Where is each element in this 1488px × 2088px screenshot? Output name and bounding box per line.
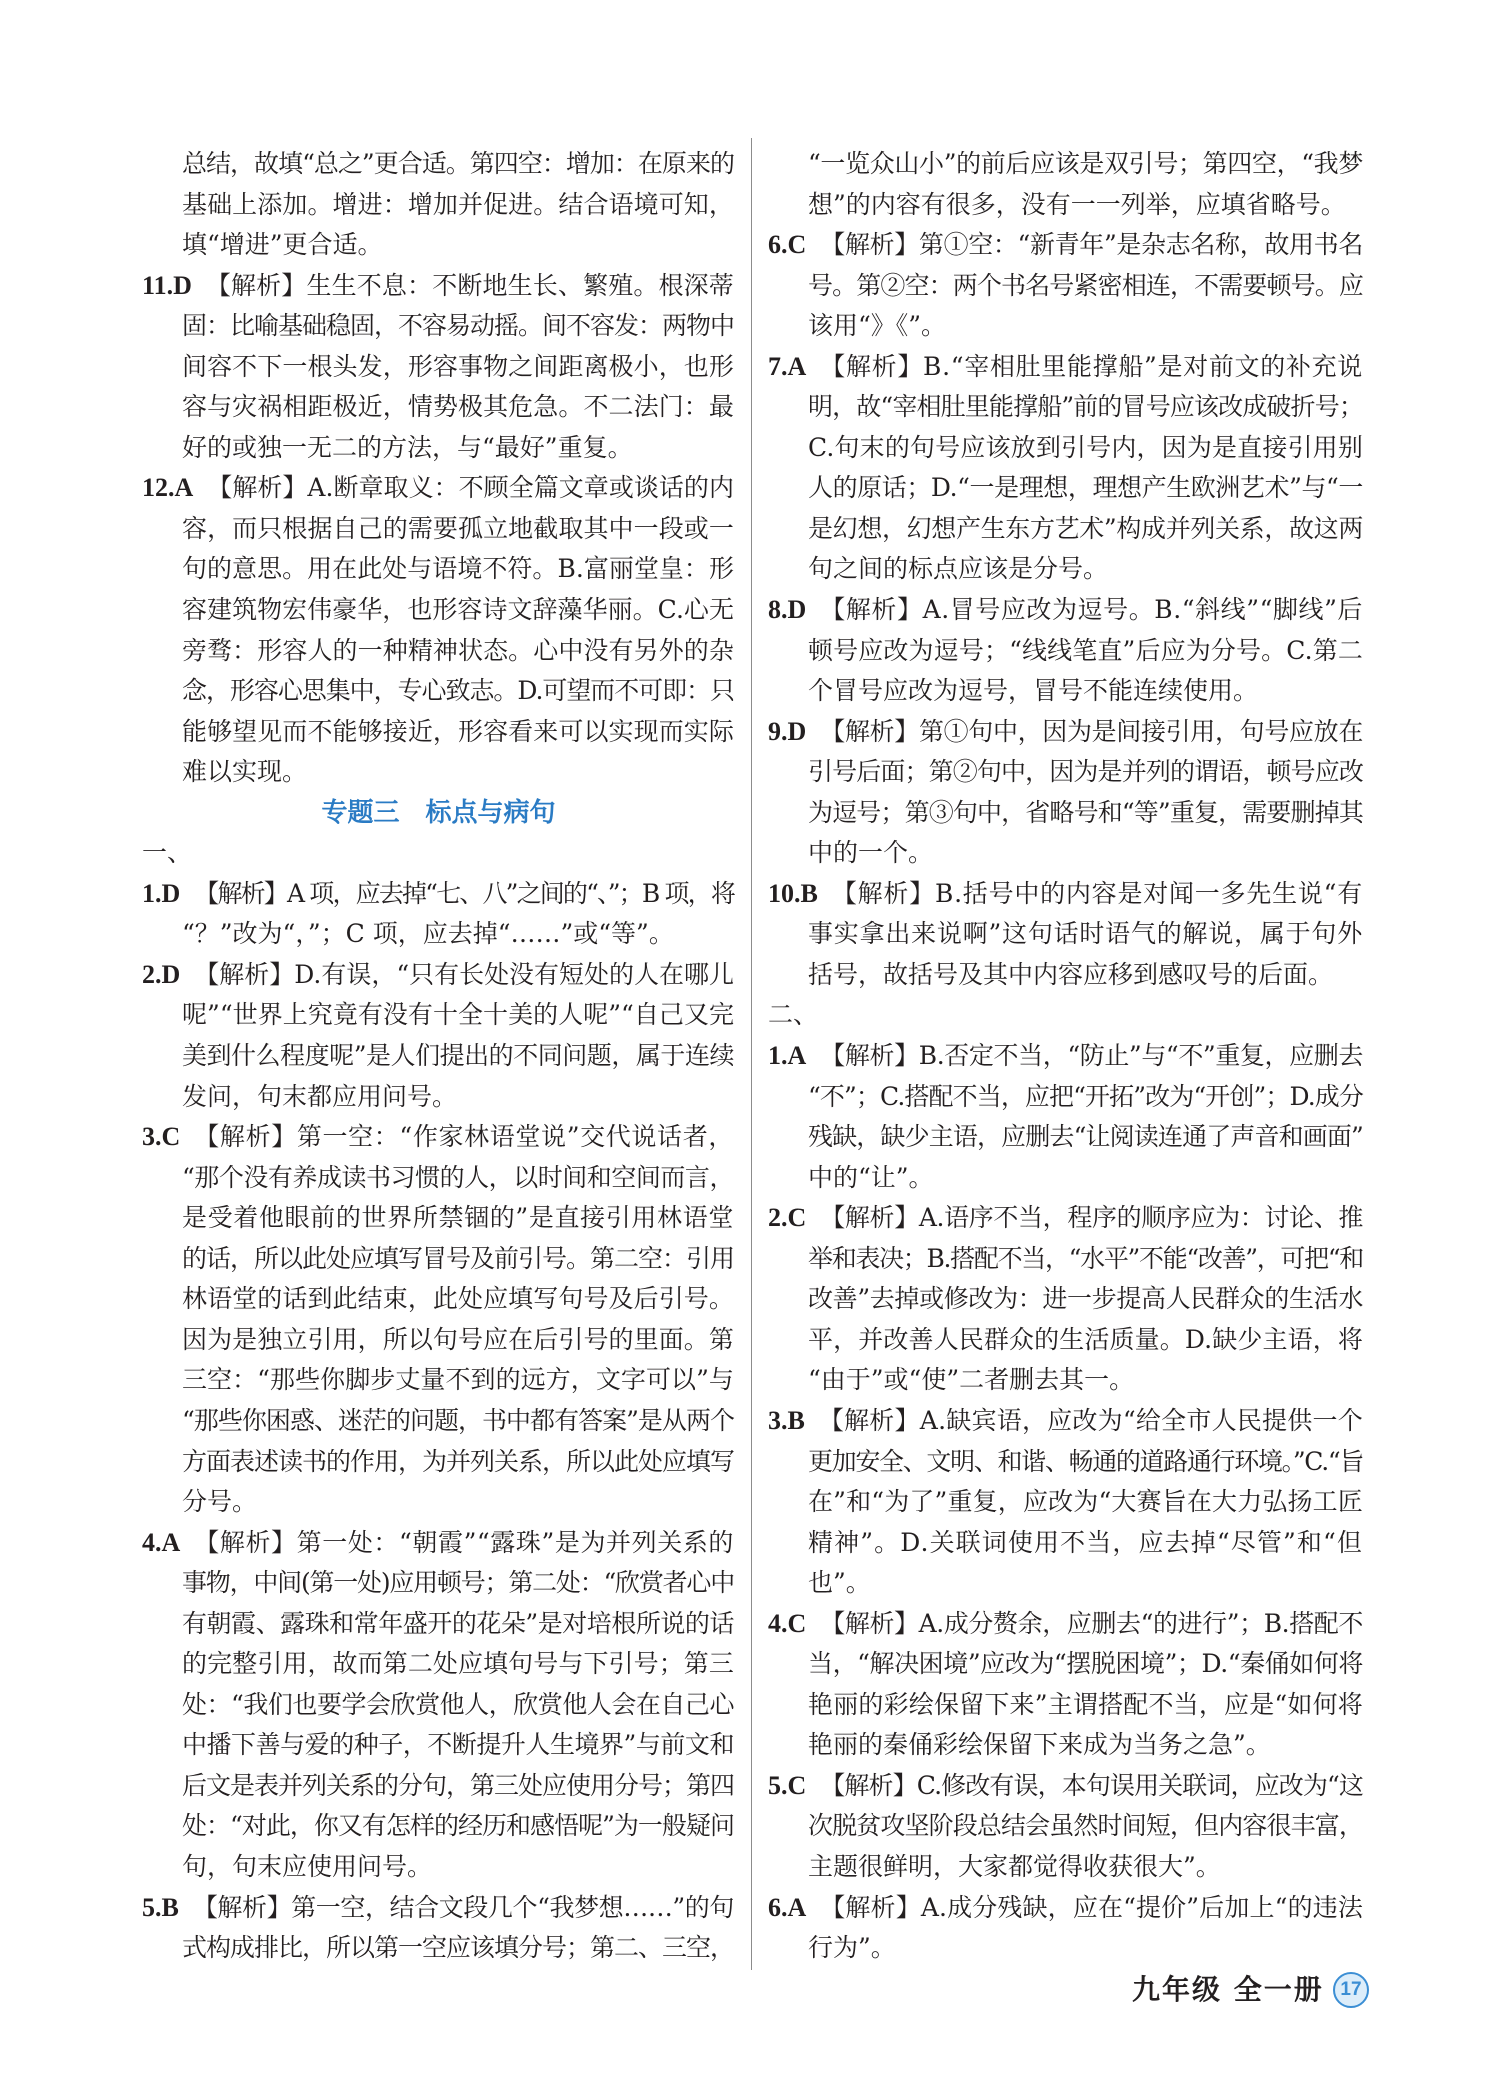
page-number-badge: 17 [1333, 1972, 1369, 2008]
line-text: 的话，所以此处应填写冒号及前引号。第二空：引用 [182, 1243, 734, 1273]
line-text: 【解析】D.有误，“只有长处没有短处的人在哪儿 [194, 959, 734, 989]
answer-item [142, 1117, 735, 1522]
line-text: “不”；C.搭配不当，应把“开拓”改为“开创”；D.成分 [808, 1081, 1363, 1111]
text-line [182, 1279, 735, 1320]
line-text: 该用“》《”。 [808, 311, 947, 341]
text-line [808, 549, 1364, 590]
line-text: 念，形容心思集中，专心致志。D.可望而不可即：只 [182, 676, 734, 706]
line-text: 次脱贫攻坚阶段总结会虽然时间短，但内容很丰富， [808, 1811, 1363, 1841]
line-text: 行为”。 [808, 1933, 896, 1963]
text-line [808, 914, 1364, 955]
line-text: 总结，故填“总之”更合适。第四空：增加：在原来的 [182, 149, 734, 178]
text-line [182, 1847, 735, 1888]
line-text: 填“增进”更合适。 [182, 230, 383, 260]
topic-heading: 专题三 标点与病句 [321, 797, 556, 828]
line-text: 平，并改善人民群众的生活质量。D.缺少主语，将 [808, 1324, 1363, 1354]
line-text: 【解析】A 项，应去掉“七、八”之间的“、”；B 项，将 [194, 878, 734, 908]
line-text: 难以实现。 [182, 757, 308, 787]
line-text: 方面表述读书的作用，为并列关系，所以此处应填写 [182, 1446, 734, 1476]
text-line [808, 428, 1364, 469]
text-line [808, 468, 1364, 509]
text-line [142, 874, 735, 915]
text-line [182, 347, 735, 388]
line-text: 的完整引用，故而第二处应填句号与下引号；第三 [182, 1649, 734, 1679]
answer-number: 12.A [142, 473, 194, 503]
text-line [808, 306, 1364, 347]
answer-item [142, 1888, 735, 1969]
text-line [808, 1523, 1364, 1564]
line-text: 容，而只根据自己的需要孤立地截取其中一段或一 [182, 513, 734, 543]
text-line [182, 1198, 735, 1239]
line-text: “由于”或“使”二者删去其一。 [808, 1365, 1135, 1395]
answer-item [768, 1036, 1364, 1198]
answer-item [142, 955, 735, 1117]
line-text: 【解析】第一空：“作家林语堂说”交代说话者， [194, 1122, 734, 1152]
line-text: 句的意思。用在此处与语境不符。B.富丽堂皇：形 [182, 554, 734, 584]
text-line [182, 1320, 735, 1361]
line-text: 顿号应改为逗号；“线线笔直”后应为分号。C.第二 [808, 635, 1363, 665]
line-text: 也”。 [808, 1568, 871, 1598]
answer-item [768, 712, 1364, 874]
answer-number: 6.C [768, 230, 807, 260]
right-column [768, 144, 1364, 1969]
text-line [768, 590, 1364, 631]
line-text: 【解析】第一空，结合文段几个“我梦想……”的句 [192, 1892, 734, 1922]
line-text: 句，句末应使用问号。 [182, 1851, 433, 1881]
line-text: 人的原话；D.“一是理想，理想产生欧洲艺术”与“一 [808, 473, 1363, 503]
text-line [768, 874, 1364, 915]
text-line [182, 1928, 735, 1969]
answer-number: 3.B [768, 1405, 805, 1435]
text-line [182, 387, 735, 428]
text-line [808, 1442, 1364, 1483]
line-text: 【解析】A.冒号应改为逗号。B.“斜线”“脚线”后 [820, 595, 1363, 625]
text-line [182, 428, 735, 469]
text-line [808, 509, 1364, 550]
answer-number: 5.B [142, 1892, 179, 1922]
text-line [808, 1806, 1364, 1847]
line-text: 【解析】第①句中，因为是间接引用，句号应放在 [820, 716, 1363, 746]
line-text: 【解析】B.“宰相肚里能撑船”是对前文的补充说 [820, 351, 1363, 381]
line-text: 基础上添加。增进：增加并促进。结合语境可知， [182, 189, 734, 219]
text-line [182, 306, 735, 347]
line-text: 艳丽的秦俑彩绘保留下来成为当务之急”。 [808, 1730, 1271, 1760]
line-text: 当，“解决困境”应改为“摆脱困境”；D.“秦俑如何将 [808, 1649, 1363, 1679]
text-line [182, 752, 735, 793]
line-text: 中播下善与爱的种子，不断提升人生境界”与前文和 [182, 1730, 734, 1760]
line-text: 容建筑物宏伟豪华，也形容诗文辞藻华丽。C.心无 [182, 595, 734, 625]
line-text: 美到什么程度呢”是人们提出的不同问题，属于连续 [182, 1041, 734, 1071]
text-line [808, 1360, 1364, 1401]
text-line [808, 1847, 1364, 1888]
answer-item [768, 1888, 1364, 1969]
answer-number: 7.A [768, 351, 807, 381]
line-text: 【解析】A.语序不当，程序的顺序应为：讨论、推 [820, 1203, 1363, 1233]
text-line [768, 225, 1364, 266]
section-marker: 一、 [142, 838, 193, 868]
text-line [182, 1036, 735, 1077]
answer-number: 8.D [768, 595, 807, 625]
line-text: 括号，故括号及其中内容应移到感叹号的后面。 [808, 959, 1334, 989]
text-line [808, 1077, 1364, 1118]
text-line [142, 1117, 735, 1158]
line-text: 三空：“那些你脚步丈量不到的远方，文字可以”与 [182, 1365, 734, 1395]
answer-number: 10.B [768, 878, 818, 908]
line-text: “那些你困惑、迷茫的问题，书中都有答案”是从两个 [182, 1405, 734, 1435]
line-text: 【解析】第①空：“新青年”是杂志名称，故用书名 [820, 230, 1363, 260]
text-line [182, 995, 735, 1036]
line-text: 【解析】A.成分残缺，应在“提价”后加上“的违法 [820, 1892, 1363, 1922]
text-line [808, 833, 1364, 874]
line-text: 明，故“宰相肚里能撑船”前的冒号应该改成破折号； [808, 392, 1363, 422]
text-line [142, 468, 735, 509]
text-line [182, 509, 735, 550]
answer-item [142, 1523, 735, 1888]
line-text: 因为是独立引用，所以句号应在后引号的里面。第 [182, 1324, 734, 1354]
text-line [808, 671, 1364, 712]
text-line [808, 1117, 1364, 1158]
line-text: 是受着他眼前的世界所禁锢的”是直接引用林语堂 [182, 1203, 734, 1233]
line-text: 发问，句末都应用问号。 [182, 1081, 458, 1111]
grade-label: 九年级 全一册 [1132, 1973, 1324, 2006]
text-line [808, 1279, 1364, 1320]
line-text: 旁骛：形容人的一种精神状态。心中没有另外的杂 [182, 635, 734, 665]
line-text: 处：“我们也要学会欣赏他人，欣赏他人会在自己心 [182, 1689, 734, 1719]
text-line [182, 1482, 735, 1523]
line-text: 中的“让”。 [808, 1162, 934, 1192]
text-line [768, 1604, 1364, 1645]
text-line [768, 712, 1364, 753]
line-text: 能够望见而不能够接近，形容看来可以实现而实际 [182, 716, 734, 746]
text-line [182, 1239, 735, 1280]
answer-number: 4.A [142, 1527, 181, 1557]
line-text: “？”改为“，”；C 项，应去掉“……”或“等”。 [182, 919, 674, 949]
text-line [768, 1036, 1364, 1077]
line-text: 事物，中间(第一处)应用顿号；第二处：“欣赏者心中 [182, 1568, 734, 1598]
answer-item [768, 874, 1364, 996]
line-text: 精神”。D.关联词使用不当，应去掉“尽管”和“但 [808, 1527, 1363, 1557]
line-text: 呢”“世界上究竟有没有十全十美的人呢”“自己又完 [182, 1000, 734, 1030]
line-text: 有朝霞、露珠和常年盛开的花朵”是对培根所说的话 [182, 1608, 734, 1638]
answer-item [768, 1198, 1364, 1401]
line-text: 想”的内容有很多，没有一一列举，应填省略号。 [808, 189, 1346, 219]
text-line [182, 1158, 735, 1199]
text-line [142, 955, 735, 996]
line-text: 【解析】A.缺宾语，应改为“给全市人民提供一个 [818, 1405, 1363, 1435]
line-text: 改善”去掉或修改为：进一步提高人民群众的生活水 [808, 1284, 1363, 1314]
line-text: 【解析】C.修改有误，本句误用关联词，应改为“这 [820, 1770, 1363, 1800]
answer-item [768, 347, 1364, 590]
line-text: 残缺，缺少主语，应删去“让阅读连通了声音和画面” [808, 1122, 1363, 1152]
text-line [182, 671, 735, 712]
line-text: 好的或独一无二的方法，与“最好”重复。 [182, 432, 633, 462]
line-text: “那个没有养成读书习惯的人，以时间和空间而言， [182, 1162, 734, 1192]
text-line [182, 1360, 735, 1401]
text-line [182, 1725, 735, 1766]
text-line [182, 144, 735, 185]
text-line [808, 185, 1364, 226]
line-text: 【解析】B.否定不当，“防止”与“不”重复，应删去 [820, 1041, 1363, 1071]
answer-item [142, 266, 735, 469]
line-text: 个冒号应改为逗号，冒号不能连续使用。 [808, 676, 1259, 706]
text-line [768, 1888, 1364, 1929]
line-text: 式构成排比，所以第一空应该填分号；第二、三空， [182, 1933, 734, 1963]
text-line [182, 590, 735, 631]
answer-number: 2.C [768, 1203, 807, 1233]
text-line [808, 955, 1364, 996]
text-line [808, 266, 1364, 307]
section-marker: 二、 [768, 1000, 819, 1030]
text-line [768, 347, 1364, 388]
line-text: 艳丽的彩绘保留下来”主谓搭配不当，应是“如何将 [808, 1689, 1363, 1719]
left-column [142, 144, 735, 1969]
text-line [182, 1077, 735, 1118]
text-line [768, 1401, 1364, 1442]
text-line [808, 631, 1364, 672]
text-line [768, 1766, 1364, 1807]
text-line [182, 225, 735, 266]
text-line [182, 1685, 735, 1726]
answer-item [768, 590, 1364, 712]
text-line [182, 1806, 735, 1847]
answer-item [768, 225, 1364, 347]
text-line [808, 1563, 1364, 1604]
text-line [142, 1888, 735, 1929]
line-text: 为逗号；第③句中，省略号和“等”重复，需要删掉其 [808, 797, 1363, 827]
line-text: 后文是表并列关系的分句，第三处应使用分号；第四 [182, 1770, 734, 1800]
text-line [142, 266, 735, 307]
line-text: 中的一个。 [808, 838, 934, 868]
answer-number: 2.D [142, 959, 181, 989]
answer-number: 5.C [768, 1770, 807, 1800]
line-text: 在”和“为了”重复，应改为“大赛旨在大力弘扬工匠 [808, 1487, 1363, 1517]
text-line [808, 793, 1364, 834]
answer-number: 6.A [768, 1892, 807, 1922]
text-line [182, 1401, 735, 1442]
text-line [808, 752, 1364, 793]
answer-number: 3.C [142, 1122, 181, 1152]
text-line [182, 1563, 735, 1604]
line-text: 句之间的标点应该是分号。 [808, 554, 1109, 584]
text-line [142, 1523, 735, 1564]
text-line [768, 1198, 1364, 1239]
text-line [808, 1725, 1364, 1766]
answer-number: 1.A [768, 1041, 807, 1071]
text-line [808, 1928, 1364, 1969]
answer-number: 1.D [142, 878, 181, 908]
text-line [808, 1158, 1364, 1199]
line-text: 是幻想，幻想产生东方艺术”构成并列关系，故这两 [808, 513, 1363, 543]
text-line [182, 1604, 735, 1645]
text-line [808, 1239, 1364, 1280]
answer-item [768, 1401, 1364, 1604]
continued-paragraph [768, 144, 1364, 225]
answer-item [768, 1766, 1364, 1888]
text-line [182, 1766, 735, 1807]
column-divider [751, 138, 752, 1970]
text-line [808, 1644, 1364, 1685]
line-text: 号。第②空：两个书名号紧密相连，不需要顿号。应 [808, 270, 1363, 300]
line-text: C.句末的句号应该放到引号内，因为是直接引用别 [808, 432, 1363, 462]
text-line [808, 387, 1364, 428]
text-line [182, 1644, 735, 1685]
line-text: 【解析】生生不息：不断地生长、繁殖。根深蒂 [205, 270, 734, 300]
text-line [182, 631, 735, 672]
text-line [182, 549, 735, 590]
line-text: 主题很鲜明，大家都觉得收获很大”。 [808, 1851, 1221, 1881]
text-line [808, 1685, 1364, 1726]
continued-paragraph [142, 144, 735, 266]
text-line [182, 1442, 735, 1483]
line-text: 林语堂的话到此结束，此处应填写句号及后引号。 [182, 1284, 734, 1314]
answer-number: 11.D [142, 270, 192, 300]
line-text: 处：“对此，你又有怎样的经历和感悟呢”为一般疑问 [182, 1811, 734, 1841]
line-text: 容与灾祸相距极近，情势极其危急。不二法门：最 [182, 392, 734, 422]
line-text: 分号。 [182, 1487, 258, 1517]
line-text: 间容不下一根头发，形容事物之间距离极小，也形 [182, 351, 734, 381]
answer-item [142, 468, 735, 792]
line-text: 举和表决；B.搭配不当，“水平”不能“改善”，可把“和 [808, 1243, 1363, 1273]
text-line [182, 185, 735, 226]
text-line [808, 1482, 1364, 1523]
text-line [182, 914, 735, 955]
line-text: 事实拿出来说啊”这句话时语气的解说，属于句外 [808, 919, 1363, 949]
line-text: 更加安全、文明、和谐、畅通的道路通行环境。”C.“旨 [808, 1446, 1363, 1476]
line-text: 【解析】A.断章取义：不顾全篇文章或谈话的内 [207, 473, 734, 503]
line-text: 【解析】第一处：“朝霞”“露珠”是为并列关系的 [194, 1527, 734, 1557]
answer-item [142, 874, 735, 955]
text-line [182, 712, 735, 753]
answer-number: 4.C [768, 1608, 807, 1638]
line-text: 【解析】B.括号中的内容是对闻一多先生说“有 [831, 878, 1363, 908]
answer-number: 9.D [768, 716, 807, 746]
text-line [808, 144, 1364, 185]
text-line [808, 1320, 1364, 1361]
line-text: “一览众山小”的前后应该是双引号；第四空，“我梦 [808, 149, 1363, 178]
line-text: 固：比喻基础稳固，不容易动摇。间不容发：两物中 [182, 311, 734, 341]
line-text: 引号后面；第②句中，因为是并列的谓语，顿号应改 [808, 757, 1363, 787]
line-text: 【解析】A.成分赘余，应删去“的进行”；B.搭配不 [820, 1608, 1363, 1638]
answer-item [768, 1604, 1364, 1766]
